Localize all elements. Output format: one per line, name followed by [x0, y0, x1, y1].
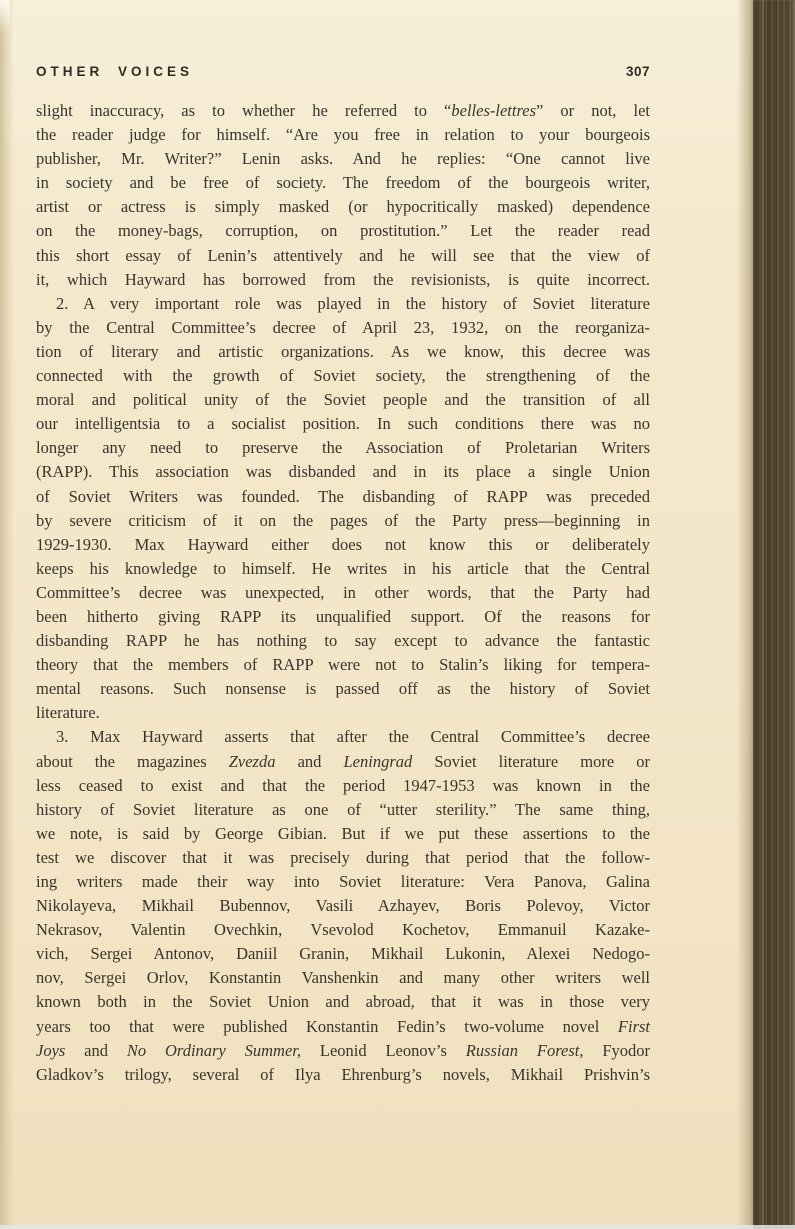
text-line: less ceased to exist and that the period 1947-1953 was known in the	[36, 775, 650, 795]
text-line: tion of literary and artistic organizations. As we know, this decree was	[36, 341, 650, 361]
text-line: moral and political unity of the Soviet people and the transition of all	[36, 390, 650, 410]
text-line: disbanding RAPP he has nothing to say except to advance the fantastic	[36, 631, 650, 651]
text-line: mental reasons. Such nonsense is passed off as the history of Soviet	[36, 679, 650, 699]
text-line: in society and be free of society. The freedom of the bourgeois writer,	[36, 173, 650, 193]
page-number: 307	[625, 64, 650, 79]
text-line: test we discover that it was precisely during that period that the follow-	[36, 847, 650, 867]
text-line: vich, Sergei Antonov, Daniil Granin, Mikhail Lukonin, Alexei Nedogo-	[36, 944, 650, 964]
text-line: of Soviet Writers was founded. The disbanding of RAPP was preceded	[36, 486, 650, 506]
text-line: publisher, Mr. Writer?” Lenin asks. And he replies: “One cannot live	[36, 149, 650, 169]
text-line: the reader judge for himself. “Are you free in relation to your bourgeois	[36, 125, 650, 145]
body-text	[36, 99, 650, 1087]
text-line: Joys and No Ordinary Summer, Leonid Leonov’s Russian Forest, Fyodor	[36, 1040, 650, 1060]
paragraph-2	[36, 292, 650, 726]
text-line: ing writers made their way into Soviet literature: Vera Panova, Galina	[36, 872, 650, 891]
section-title: OTHER VOICES	[36, 64, 194, 79]
text-line: connected with the growth of Soviet society, the strengthening of the	[36, 366, 650, 386]
text-line: Nekrasov, Valentin Ovechkin, Vsevolod Kochetov, Emmanuil Kazake-	[36, 920, 650, 940]
text-line: Nikolayeva, Mikhail Bubennov, Vasili Azhayev, Boris Polevoy, Victor	[36, 896, 650, 916]
text-line: about the magazines Zvezda and Leningrad Soviet literature more or	[36, 751, 650, 771]
text-line: known both in the Soviet Union and abroad, that it was in those very	[36, 992, 650, 1012]
page-left-edge	[0, 0, 14, 1229]
text-line: longer any need to preserve the Association of Proletarian Writers	[36, 438, 650, 458]
text-line: literature.	[36, 703, 100, 723]
text-line: Gladkov’s trilogy, several of Ilya Ehrenburg’s novels, Mikhail Prishvin’s	[36, 1064, 650, 1084]
text-line: theory that the members of RAPP were not to Stalin’s liking for tempera-	[36, 655, 650, 675]
text-line: 3. Max Hayward asserts that after the Central Committee’s decree	[56, 727, 650, 747]
text-line: slight inaccuracy, as to whether he referred to “belles-lettres” or not, let	[36, 101, 650, 120]
text-line: (RAPP). This association was disbanded and in its place a single Union	[36, 462, 650, 482]
text-line: 1929-1930. Max Hayward either does not know this or deliberately	[36, 534, 650, 554]
book-fore-edge-pages	[753, 0, 795, 1229]
text-line: keeps his knowledge to himself. He writes in his article that the Central	[36, 558, 650, 578]
paragraph-3	[36, 725, 650, 1086]
text-line: by the Central Committee’s decree of April 23, 1932, on the reorganiza-	[36, 317, 650, 337]
text-line: history of Soviet literature as one of “utter sterility.” The same thing,	[36, 799, 650, 819]
text-line: by severe criticism of it on the pages of the Party press—beginning in	[36, 510, 650, 530]
text-line: this short essay of Lenin’s attentively and he will see that the view of	[36, 245, 650, 265]
text-line: nov, Sergei Orlov, Konstantin Vanshenkin and many other writers well	[36, 968, 650, 988]
running-head	[36, 64, 650, 79]
text-line: years too that were published Konstantin Fedin’s two-volume novel First	[36, 1016, 650, 1036]
paragraph-1	[36, 99, 650, 292]
text-line: our intelligentsia to a socialist position. In such conditions there was no	[36, 414, 650, 434]
text-line: been hitherto giving RAPP its unqualified support. Of the reasons for	[36, 606, 650, 626]
text-line: artist or actress is simply masked (or hypocritically masked) dependence	[36, 197, 650, 217]
text-line: Committee’s decree was unexpected, in other words, that the Party had	[36, 582, 650, 602]
text-line: on the money-bags, corruption, on prostitution.” Let the reader read	[36, 221, 650, 241]
text-line: it, which Hayward has borrowed from the revisionists, is quite incorrect.	[36, 269, 650, 289]
scan-edge-strip	[0, 1225, 795, 1229]
text-line: we note, is said by George Gibian. But if we put these assertions to the	[36, 823, 650, 843]
text-line: 2. A very important role was played in the history of Soviet literature	[56, 293, 650, 313]
